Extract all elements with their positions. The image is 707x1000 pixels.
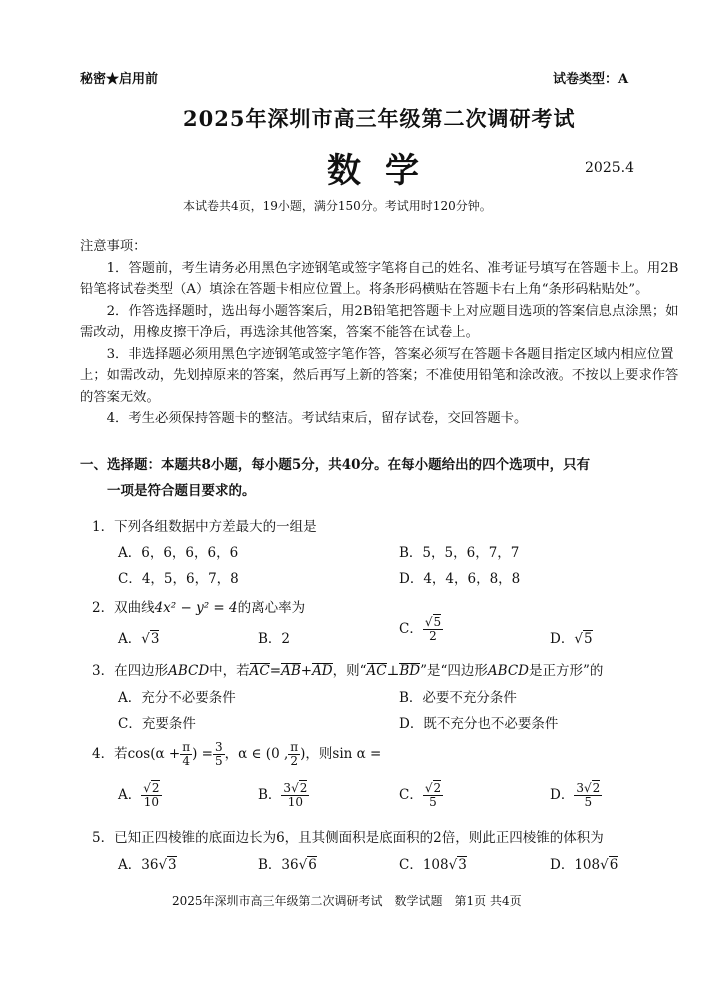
option-label: D． — [550, 857, 575, 873]
radicand: 2 — [592, 781, 601, 795]
option-label: D． — [550, 631, 575, 647]
q1-option-a: A．6，6，6，6，6 — [118, 545, 239, 561]
denominator: 4 — [182, 754, 190, 769]
denominator: 5 — [584, 795, 593, 810]
exam-title: 2025年深圳市高三年级第二次调研考试 — [183, 106, 576, 131]
notice-item: 1．答题前，考生请务必用黑色字迹钢笔或签字笔将自己的姓名、准考证号填写在答题卡上。用2B铅笔将试卷类型（A）填涂在答题卡相应位置上。将条形码横贴在答题卡右上角“条形码粘贴处”。 — [80, 260, 679, 297]
vector-bd: BD — [399, 663, 421, 679]
radicand: 5 — [433, 615, 442, 629]
fraction: $\frac{√2}{5}$ — [424, 781, 442, 810]
q3-option-b: B．必要不充分条件 — [399, 690, 517, 706]
q4-option-c — [399, 782, 443, 809]
exam-date: 2025.4 — [585, 160, 634, 176]
fraction: $\frac{3√2}{5}$ — [576, 781, 601, 810]
vector-ad: AD — [312, 663, 333, 679]
coefficient: 36 — [141, 857, 159, 873]
q3-text: 是正方形”的 — [528, 663, 604, 679]
q5-option-a: A．36√3 — [118, 857, 177, 873]
subject-title: 数学 — [327, 151, 443, 191]
q2-prefix: 2．双曲线 — [92, 600, 155, 616]
option-label: A． — [118, 787, 142, 804]
q3-text: + — [300, 663, 313, 679]
confidential-label: 秘密★启用前 — [80, 72, 159, 87]
q3-text: 3．在四边形 — [92, 663, 169, 679]
q2-option-b — [258, 627, 290, 647]
question-5-stem: 5．已知正四棱锥的底面边长为6，且其侧面积是底面积的2倍，则此正四棱锥的体积为 — [92, 830, 604, 846]
q3-text: 中，若 — [209, 663, 250, 679]
numerator: π — [182, 740, 191, 754]
coefficient: 108 — [574, 857, 601, 873]
paper-type-label: 试卷类型：A — [553, 72, 629, 87]
page-footer: 2025年深圳市高三年级第二次调研考试 数学试题 第1页 共4页 — [172, 894, 522, 908]
denominator: 10 — [287, 795, 304, 810]
radicand: 5 — [583, 631, 593, 647]
denominator: 10 — [143, 795, 160, 810]
fraction — [288, 741, 300, 768]
fraction: $\frac{√5}{2}$ — [424, 615, 442, 644]
q1-option-b: B．5，5，6，7，7 — [399, 545, 520, 561]
option-label: B． — [258, 631, 282, 647]
notice-block — [80, 236, 680, 430]
notice-item: 4．考生必须保持答题卡的整洁。考试结束后，留存试卷，交回答题卡。 — [106, 411, 528, 426]
radicand: 3 — [168, 857, 177, 873]
q1-option-c: C．4，5，6，7，8 — [118, 571, 239, 587]
denominator: 2 — [429, 629, 437, 644]
option-label: C． — [399, 857, 423, 873]
q4-text: )，则sin α = — [300, 746, 382, 763]
question-1-stem: 1．下列各组数据中方差最大的一组是 — [92, 519, 317, 535]
fraction: $\frac{3√2}{10}$ — [283, 781, 308, 810]
option-label: D． — [550, 787, 575, 804]
radicand: 6 — [308, 857, 317, 873]
q4-text: ，α ∈ (0 , — [224, 746, 289, 763]
fraction — [180, 741, 192, 768]
section-heading-line: 一、选择题：本题共8小题，每小题5分，共40分。在每小题给出的四个选项中，只有 — [80, 457, 591, 473]
denominator: 2 — [290, 754, 299, 769]
denominator: 5 — [214, 754, 223, 769]
q3-text: ，则“ — [332, 663, 367, 679]
q3-text: = — [269, 663, 282, 679]
question-2-stem — [92, 596, 305, 616]
option-label: C． — [399, 787, 423, 804]
coefficient: 3 — [576, 781, 584, 795]
q5-option-c: C．108√3 — [399, 857, 467, 873]
q1-option-d: D．4，4，6，8，8 — [399, 571, 521, 587]
q2-option-a: A．√3 — [118, 631, 160, 647]
q4-text: 4．若cos(α + — [92, 746, 181, 763]
question-3-stem — [92, 659, 603, 679]
q3-option-c: C．充要条件 — [118, 716, 196, 732]
radicand: 3 — [150, 631, 160, 647]
vector-ac: AC — [366, 663, 387, 679]
option-label: C． — [399, 621, 423, 638]
q2-option-c — [399, 616, 443, 643]
coefficient: 108 — [422, 857, 449, 873]
option-label: A． — [118, 857, 142, 873]
vector-ac: AC — [249, 663, 270, 679]
q5-option-b: B．36√6 — [258, 857, 317, 873]
q4-text: ) = — [192, 746, 213, 763]
option-label: B． — [258, 787, 282, 804]
radicand: 3 — [458, 857, 467, 873]
notice-heading: 注意事项： — [80, 239, 147, 254]
option-label: A． — [118, 631, 142, 647]
notice-item: 2．作答选择题时，选出每小题答案后，用2B铅笔把答题卡上对应题目选项的答案信息点涂黑；如需改动，用橡皮擦干净后，再选涂其他答案，答案不能答在试卷上。 — [80, 303, 679, 340]
q3-option-d: D．既不充分也不必要条件 — [399, 716, 559, 732]
radicand: 2 — [433, 781, 442, 795]
numerator: 3 — [214, 740, 223, 754]
section-heading — [80, 452, 680, 504]
q3-quad: ABCD — [487, 663, 529, 679]
radicand: 6 — [609, 857, 619, 873]
q3-text: ⊥ — [386, 663, 400, 679]
notice-item: 3．非选择题必须用黑色字迹钢笔或签字笔作答，答案必须写在答题卡各题目指定区域内相应位置上；如需改动，先划掉原来的答案，然后再写上新的答案；不准使用铅笔和涂改液。不按以上要求作答的答案无效。 — [80, 346, 679, 405]
numerator: π — [290, 740, 299, 754]
coefficient: 3 — [283, 781, 292, 795]
q3-text: ”是“四边形 — [420, 663, 488, 679]
q2-option-d: D．√5 — [550, 631, 593, 647]
q2-equation: 4x² − y² = 4 — [154, 600, 238, 616]
q4-option-a — [118, 782, 162, 809]
q4-option-b — [258, 782, 309, 809]
q2-suffix: 的离心率为 — [237, 600, 306, 616]
q3-option-a: A．充分不必要条件 — [118, 690, 236, 706]
fraction — [213, 741, 225, 768]
option-value: 2 — [281, 631, 291, 647]
option-label: B． — [258, 857, 282, 873]
fraction: $\frac{√2}{10}$ — [143, 781, 160, 810]
denominator: 5 — [429, 795, 437, 810]
vector-ab: AB — [281, 663, 301, 679]
radicand: 2 — [299, 781, 308, 795]
exam-info: 本试卷共4页，19小题，满分150分。考试用时120分钟。 — [183, 199, 492, 213]
q4-option-d — [550, 782, 602, 809]
section-heading-line: 一项是符合题目要求的。 — [107, 483, 256, 499]
q5-option-d: D．108√6 — [550, 857, 619, 873]
coefficient: 36 — [281, 857, 299, 873]
question-4-stem — [92, 741, 381, 768]
radicand: 2 — [151, 781, 160, 795]
q3-quad: ABCD — [168, 663, 210, 679]
